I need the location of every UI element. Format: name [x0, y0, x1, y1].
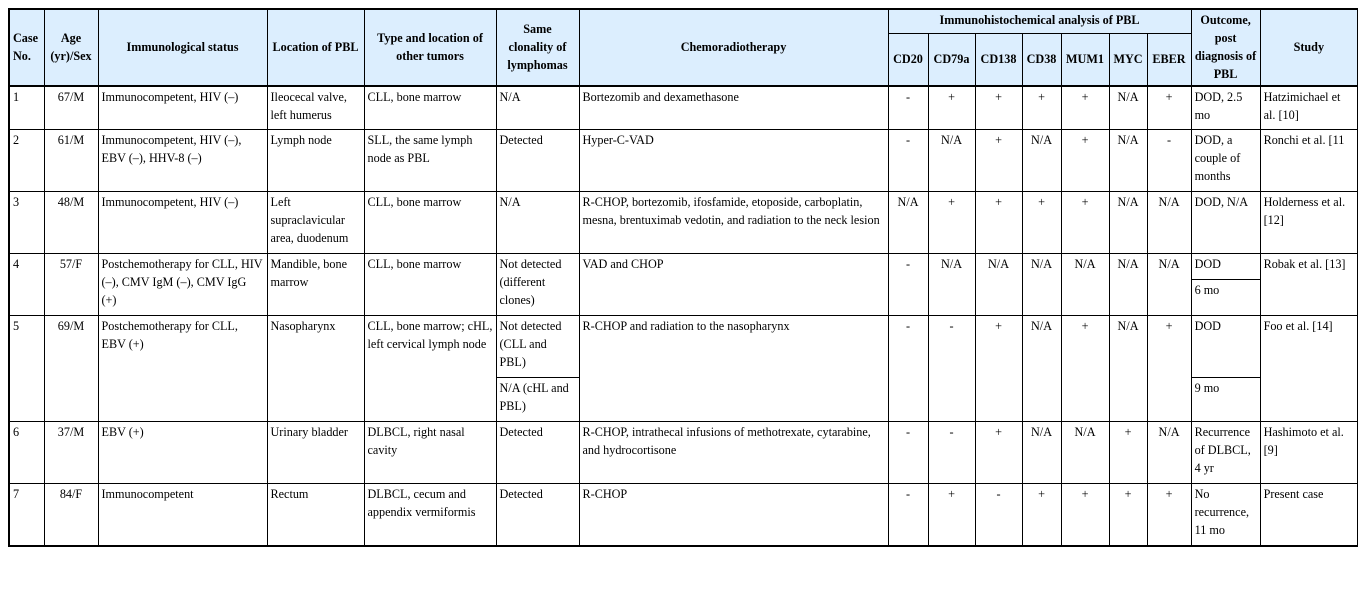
cell-clonality: Not detected (different clones) [496, 254, 579, 316]
cell-ihc-mum1: + [1061, 484, 1109, 546]
header-ihc-group: Immunohistochemical analysis of PBL [888, 9, 1191, 34]
cell-ihc-eber: + [1147, 484, 1191, 546]
cell-outcome-status: DOD [1191, 316, 1260, 378]
header-other-tumors: Type and location of other tumors [364, 9, 496, 86]
cell-ihc-mum1: + [1061, 192, 1109, 254]
cell-ihc-mum1: N/A [1061, 422, 1109, 484]
cell-therapy: Bortezomib and dexamethasone [579, 86, 888, 130]
cell-ihc-eber: N/A [1147, 422, 1191, 484]
header-ihc-eber: EBER [1147, 34, 1191, 86]
cell-clonality-chl: N/A (cHL and PBL) [496, 378, 579, 422]
cell-other-tumors: CLL, bone marrow [364, 192, 496, 254]
cell-outcome: DOD, N/A [1191, 192, 1260, 254]
cell-age-sex: 69/M [44, 316, 98, 422]
cell-study: Foo et al. [14] [1260, 316, 1358, 422]
cell-other-tumors: DLBCL, cecum and appendix vermiformis [364, 484, 496, 546]
cell-outcome-status: DOD [1191, 254, 1260, 280]
cell-other-tumors: CLL, bone marrow [364, 86, 496, 130]
cell-study: Ronchi et al. [11 [1260, 130, 1358, 192]
cell-ihc-cd38: N/A [1022, 254, 1061, 316]
cell-therapy: R-CHOP, intrathecal infusions of methotrexate, cytarabine, and hydrocortisone [579, 422, 888, 484]
cell-ihc-cd79a: + [928, 484, 975, 546]
cell-ihc-cd38: N/A [1022, 316, 1061, 422]
cell-clonality-cll: Not detected (CLL and PBL) [496, 316, 579, 378]
cell-other-tumors: CLL, bone marrow [364, 254, 496, 316]
cell-status: Postchemotherapy for CLL, HIV (–), CMV IgM (–), CMV IgG (+) [98, 254, 267, 316]
header-clonality: Same clonality of lymphomas [496, 9, 579, 86]
cell-status: EBV (+) [98, 422, 267, 484]
cell-case: 4 [9, 254, 44, 316]
cell-case: 7 [9, 484, 44, 546]
cell-study: Present case [1260, 484, 1358, 546]
cell-ihc-eber: + [1147, 316, 1191, 422]
cell-ihc-mum1: + [1061, 130, 1109, 192]
cell-ihc-cd79a: + [928, 192, 975, 254]
cell-ihc-cd138: + [975, 192, 1022, 254]
cell-ihc-cd79a: + [928, 86, 975, 130]
cell-ihc-eber: + [1147, 86, 1191, 130]
cell-status: Postchemotherapy for CLL, EBV (+) [98, 316, 267, 422]
header-ihc-cd79a: CD79a [928, 34, 975, 86]
cell-ihc-cd20: - [888, 130, 928, 192]
header-ihc-cd20: CD20 [888, 34, 928, 86]
table-row [9, 254, 1358, 280]
cell-therapy: R-CHOP [579, 484, 888, 546]
cell-ihc-mum1: N/A [1061, 254, 1109, 316]
cell-study: Hatzimichael et al. [10] [1260, 86, 1358, 130]
cell-age-sex: 67/M [44, 86, 98, 130]
cell-location: Mandible, bone marrow [267, 254, 364, 316]
table-row [9, 192, 1358, 254]
cell-location: Left supraclavicular area, duodenum [267, 192, 364, 254]
cell-outcome: No recurrence, 11 mo [1191, 484, 1260, 546]
cell-age-sex: 48/M [44, 192, 98, 254]
cell-ihc-cd38: + [1022, 484, 1061, 546]
cell-study: Hashimoto et al. [9] [1260, 422, 1358, 484]
cell-clonality: N/A [496, 192, 579, 254]
cell-location: Nasopharynx [267, 316, 364, 422]
header-immunological-status: Immunological status [98, 9, 267, 86]
cell-ihc-cd38: N/A [1022, 422, 1061, 484]
cell-ihc-cd79a: - [928, 316, 975, 422]
cell-age-sex: 61/M [44, 130, 98, 192]
cell-study: Holderness et al. [12] [1260, 192, 1358, 254]
cell-ihc-myc: + [1109, 422, 1147, 484]
cell-other-tumors: SLL, the same lymph node as PBL [364, 130, 496, 192]
cell-therapy: VAD and CHOP [579, 254, 888, 316]
cell-ihc-cd138: + [975, 422, 1022, 484]
cell-clonality: N/A [496, 86, 579, 130]
cell-case: 3 [9, 192, 44, 254]
cell-clonality: Detected [496, 130, 579, 192]
cell-case: 5 [9, 316, 44, 422]
cell-ihc-cd79a: - [928, 422, 975, 484]
cell-ihc-cd20: N/A [888, 192, 928, 254]
cell-ihc-cd138: + [975, 130, 1022, 192]
cell-case: 6 [9, 422, 44, 484]
cell-ihc-cd20: - [888, 254, 928, 316]
cell-ihc-cd79a: N/A [928, 254, 975, 316]
cell-ihc-myc: N/A [1109, 316, 1147, 422]
cell-location: Rectum [267, 484, 364, 546]
cell-age-sex: 57/F [44, 254, 98, 316]
cell-ihc-cd20: - [888, 86, 928, 130]
cell-other-tumors: DLBCL, right nasal cavity [364, 422, 496, 484]
cell-status: Immunocompetent, HIV (–) [98, 192, 267, 254]
cell-outcome: DOD, 2.5 mo [1191, 86, 1260, 130]
cell-ihc-eber: - [1147, 130, 1191, 192]
cell-status: Immunocompetent [98, 484, 267, 546]
cell-ihc-eber: N/A [1147, 192, 1191, 254]
cell-ihc-cd138: + [975, 86, 1022, 130]
cell-ihc-mum1: + [1061, 316, 1109, 422]
cell-ihc-cd138: - [975, 484, 1022, 546]
table-row [9, 86, 1358, 130]
header-ihc-cd138: CD138 [975, 34, 1022, 86]
cell-case: 1 [9, 86, 44, 130]
cell-ihc-cd79a: N/A [928, 130, 975, 192]
cell-therapy: R-CHOP, bortezomib, ifosfamide, etoposide, carboplatin, mesna, brentuximab vedotin, and radiation to the neck lesion [579, 192, 888, 254]
cell-age-sex: 84/F [44, 484, 98, 546]
cell-ihc-cd138: + [975, 316, 1022, 422]
header-case-no: Case No. [9, 9, 44, 86]
cell-case: 2 [9, 130, 44, 192]
header-chemoradiotherapy: Chemoradiotherapy [579, 9, 888, 86]
cell-ihc-myc: N/A [1109, 254, 1147, 316]
cell-location: Urinary bladder [267, 422, 364, 484]
cell-therapy: Hyper-C-VAD [579, 130, 888, 192]
header-ihc-mum1: MUM1 [1061, 34, 1109, 86]
cell-outcome: Recurrence of DLBCL, 4 yr [1191, 422, 1260, 484]
cell-ihc-mum1: + [1061, 86, 1109, 130]
cell-ihc-cd38: + [1022, 192, 1061, 254]
cell-clonality: Detected [496, 422, 579, 484]
cell-outcome-duration: 9 mo [1191, 378, 1260, 422]
cell-ihc-myc: N/A [1109, 192, 1147, 254]
cell-ihc-cd38: N/A [1022, 130, 1061, 192]
cell-other-tumors: CLL, bone marrow; cHL, left cervical lymph node [364, 316, 496, 422]
header-ihc-myc: MYC [1109, 34, 1147, 86]
pbl-case-table [8, 8, 1358, 547]
cell-ihc-cd20: - [888, 422, 928, 484]
cell-clonality: Detected [496, 484, 579, 546]
cell-study: Robak et al. [13] [1260, 254, 1358, 316]
cell-outcome-duration: 6 mo [1191, 280, 1260, 316]
cell-ihc-cd20: - [888, 484, 928, 546]
cell-age-sex: 37/M [44, 422, 98, 484]
cell-ihc-cd20: - [888, 316, 928, 422]
cell-ihc-myc: N/A [1109, 130, 1147, 192]
header-ihc-cd38: CD38 [1022, 34, 1061, 86]
cell-outcome: DOD, a couple of months [1191, 130, 1260, 192]
cell-ihc-cd38: + [1022, 86, 1061, 130]
table-row [9, 130, 1358, 192]
cell-status: Immunocompetent, HIV (–) [98, 86, 267, 130]
cell-ihc-myc: N/A [1109, 86, 1147, 130]
cell-ihc-myc: + [1109, 484, 1147, 546]
cell-therapy: R-CHOP and radiation to the nasopharynx [579, 316, 888, 422]
cell-location: Lymph node [267, 130, 364, 192]
cell-status: Immunocompetent, HIV (–), EBV (–), HHV-8 (–) [98, 130, 267, 192]
cell-location: Ileocecal valve, left humerus [267, 86, 364, 130]
table-row [9, 422, 1358, 484]
table-row [9, 484, 1358, 546]
table-row [9, 316, 1358, 378]
cell-ihc-eber: N/A [1147, 254, 1191, 316]
header-age-sex: Age (yr)/Sex [44, 9, 98, 86]
header-location-pbl: Location of PBL [267, 9, 364, 86]
header-study: Study [1260, 9, 1358, 86]
cell-ihc-cd138: N/A [975, 254, 1022, 316]
header-outcome: Outcome, post diagnosis of PBL [1191, 9, 1260, 86]
